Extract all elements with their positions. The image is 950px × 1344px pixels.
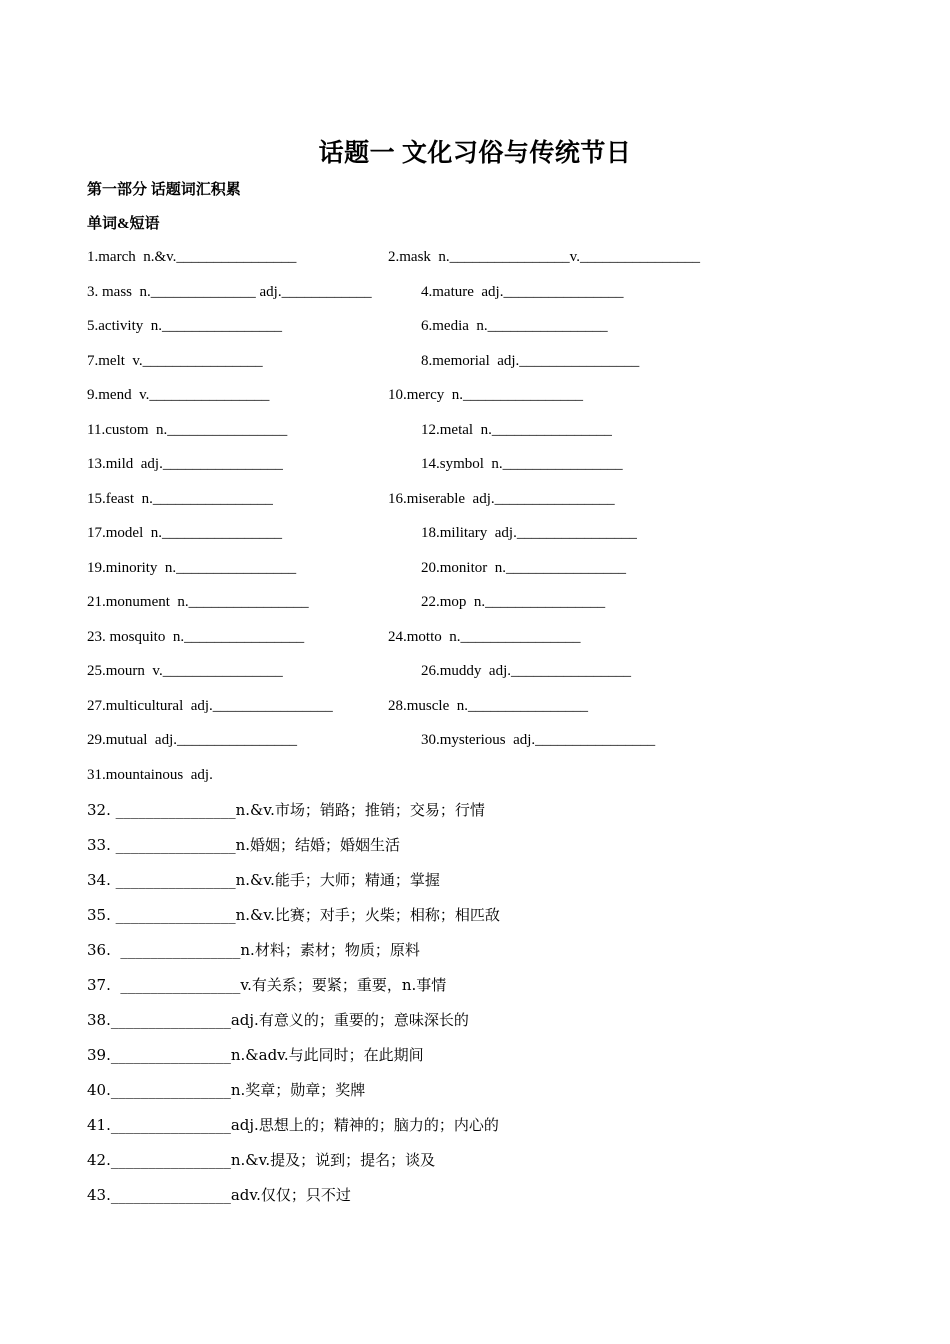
vocab-item-22: 22.mop n.________________ — [421, 594, 606, 610]
section-heading: 单词&短语 — [87, 216, 160, 232]
vocab-item-32: 32. ________________n.&v.市场；销路；推销；交易；行情 — [87, 801, 485, 819]
vocab-item-41: 41.________________adj.思想上的；精神的；脑力的；内心的 — [87, 1116, 499, 1134]
vocab-item-5: 5.activity n.________________ — [87, 318, 282, 334]
vocab-item-2: 2.mask n.________________v.________________ — [388, 249, 700, 265]
vocab-item-15: 15.feast n.________________ — [87, 491, 273, 507]
vocab-item-19: 19.minority n.________________ — [87, 560, 297, 576]
vocab-item-6: 6.media n.________________ — [421, 318, 608, 334]
vocab-item-13: 13.mild adj.________________ — [87, 456, 283, 472]
vocab-item-11: 11.custom n.________________ — [87, 422, 288, 438]
vocab-item-36: 36. ________________n.材料；素材；物质；原料 — [87, 941, 420, 959]
vocab-item-18: 18.military adj.________________ — [421, 525, 637, 541]
vocab-item-16: 16.miserable adj.________________ — [388, 491, 615, 507]
page-title: 话题一 文化习俗与传统节日 — [318, 140, 632, 167]
vocab-item-37: 37. ________________v.有关系；要紧；重要，n.事情 — [87, 976, 447, 994]
vocab-item-30: 30.mysterious adj.________________ — [421, 732, 656, 748]
vocab-item-24: 24.motto n.________________ — [388, 629, 581, 645]
vocab-item-26: 26.muddy adj.________________ — [421, 663, 631, 679]
vocab-item-43: 43.________________adv.仅仅；只不过 — [87, 1186, 351, 1204]
vocab-item-14: 14.symbol n.________________ — [421, 456, 623, 472]
vocab-item-1: 1.march n.&v.________________ — [87, 249, 297, 265]
vocab-item-17: 17.model n.________________ — [87, 525, 282, 541]
vocab-item-9: 9.mend v.________________ — [87, 387, 270, 403]
vocab-item-25: 25.mourn v.________________ — [87, 663, 283, 679]
vocab-item-40: 40.________________n.奖章；勋章；奖牌 — [87, 1081, 366, 1099]
vocab-item-42: 42.________________n.&v.提及；说到；提名；谈及 — [87, 1151, 436, 1169]
vocab-item-35: 35. ________________n.&v.比赛；对手；火柴；相称；相匹敌 — [87, 906, 500, 924]
vocab-item-31: 31.mountainous adj. — [87, 767, 213, 783]
vocab-item-27: 27.multicultural adj.________________ — [87, 698, 333, 714]
vocab-item-23: 23. mosquito n.________________ — [87, 629, 305, 645]
vocab-item-29: 29.mutual adj.________________ — [87, 732, 297, 748]
vocab-item-34: 34. ________________n.&v.能手；大师；精通；掌握 — [87, 871, 440, 889]
vocab-item-8: 8.memorial adj.________________ — [421, 353, 640, 369]
part-heading: 第一部分 话题词汇积累 — [87, 182, 241, 198]
vocab-item-21: 21.monument n.________________ — [87, 594, 309, 610]
vocab-item-4: 4.mature adj.________________ — [421, 284, 624, 300]
vocab-item-20: 20.monitor n.________________ — [421, 560, 626, 576]
vocab-item-28: 28.muscle n.________________ — [388, 698, 588, 714]
vocab-item-3: 3. mass n.______________ adj.____________ — [87, 284, 372, 300]
vocab-item-39: 39.________________n.&adv.与此同时；在此期间 — [87, 1046, 424, 1064]
vocab-item-7: 7.melt v.________________ — [87, 353, 263, 369]
vocab-item-12: 12.metal n.________________ — [421, 422, 612, 438]
vocab-item-38: 38.________________adj.有意义的；重要的；意味深长的 — [87, 1011, 469, 1029]
vocab-item-33: 33. ________________n.婚姻；结婚；婚姻生活 — [87, 836, 401, 854]
vocab-item-10: 10.mercy n.________________ — [388, 387, 583, 403]
